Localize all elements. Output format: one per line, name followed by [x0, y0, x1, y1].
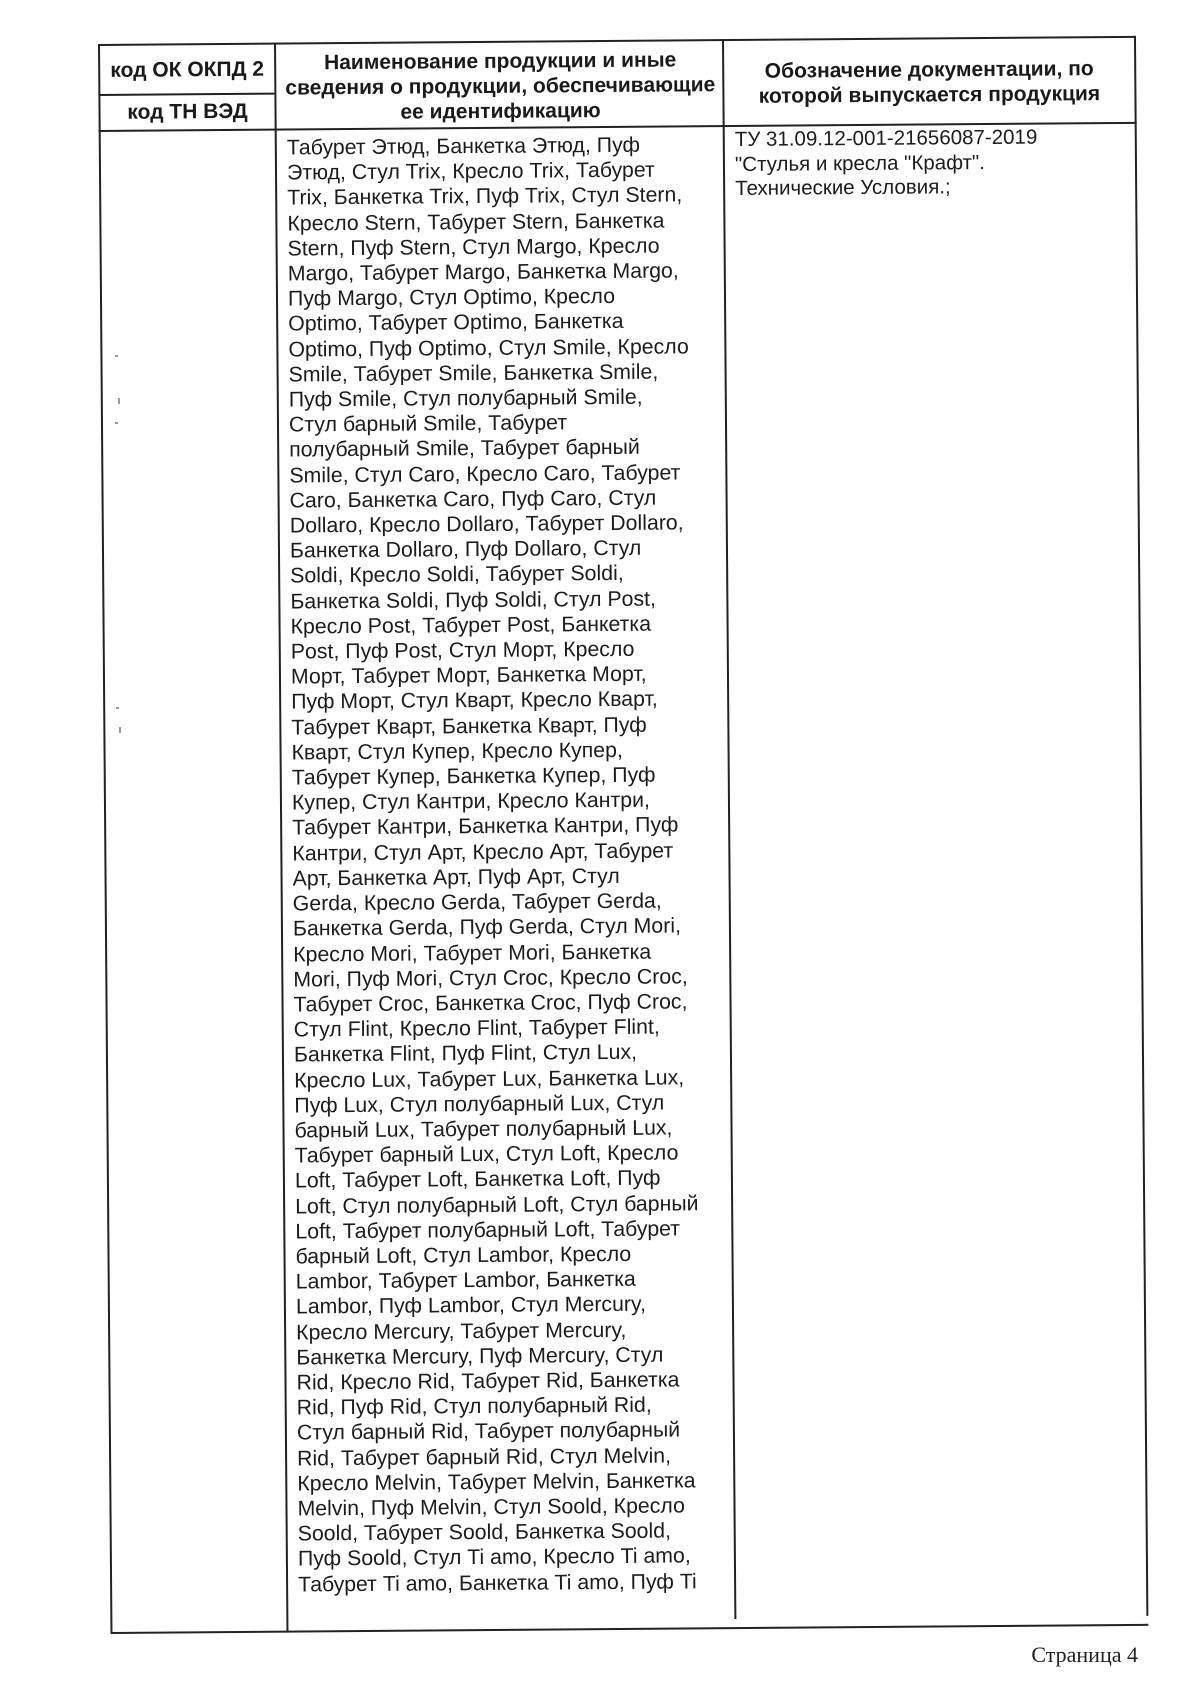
scan-speck [118, 398, 120, 404]
scan-speck [116, 707, 119, 709]
page-number: Страница 4 [1031, 1642, 1138, 1667]
col1-header-divider [98, 93, 274, 96]
documentation-cell: ТУ 31.09.12-001-21656087-2019 "Стулья и кресла "Крафт". Технические Условия.; [734, 125, 1038, 200]
table-bottom-border [110, 1624, 1148, 1634]
product-list-cell: Табурет Этюд, Банкетка Этюд, Пуф Этюд, Стул Trix, Кресло Trix, Табурет Trix, Банкетка Trix, Пуф Trix, Стул Stern, Кресло Stern, Табурет Stern, Банкетка Stern, Пуф Stern, Стул Margo, Кресло Margo, Табурет Margo, Банкетка Margo, Пуф Margo, Стул Optimo, Кресло Optimo, Табурет Optimo, Банкетка Optimo, Пуф Optimo, Стул Smile, Кресло Smile, Табурет Smile, Банкетка Smile, Пуф Smile, Стул полубарный Smile, Стул барный Smile, Табурет полубарный Smile, Табурет барный Smile, Стул Caro, Кресло Caro, Табурет Caro, Банкетка Caro, Пуф Caro, Стул Dollaro, Кресло Dollaro, Табурет Dollaro, Банкетка Dollaro, Пуф Dollaro, Стул Soldi, Кресло Soldi, Табурет Soldi, Банкетка Soldi, Пуф Soldi, Стул Post, Кресло Post, Табурет Post, Банкетка Post, Пуф Post, Стул Морт, Кресло Морт, Табурет Морт, Банкетка Морт, Пуф Морт, Стул Кварт, Кресло Кварт, Табурет Кварт, Банкетка Кварт, Пуф Кварт, Стул Купер, Кресло Купер, Табурет Купер, Банкетка Купер, Пуф Купер, Стул Кантри, Кресло Кантри, Табурет Кантри, Банкетка Кантри, Пуф Кантри, Стул Арт, Кресло Арт, Табурет Арт, Банкетка Арт, Пуф Арт, Стул Gerda, Кресло Gerda, Табурет Gerda, Банкетка Gerda, Пуф Gerda, Стул Mori, Кресло Mori, Табурет Mori, Банкетка Mori, Пуф Mori, Стул Croc, Кресло Croc, Табурет Croc, Банкетка Croc, Пуф Croc, Стул Flint, Кресло Flint, Табурет Flint, Банкетка Flint, Пуф Flint, Стул Lux, Кресло Lux, Табурет Lux, Банкетка Lux, Пуф Lux, Стул полубарный Lux, Стул барный Lux, Табурет полубарный Lux, Табурет барный Lux, Стул Loft, Кресло Loft, Табурет Loft, Банкетка Loft, Пуф Loft, Стул полубарный Loft, Стул барный Loft, Табурет полубарный Loft, Табурет барный Loft, Стул Lambor, Кресло Lambor, Табурет Lambor, Банкетка Lambor, Пуф Lambor, Стул Mercury, Кресло Mercury, Табурет Mercury, Банкетка Mercury, Пуф Mercury, Стул Rid, Кресло Rid, Табурет Rid, Банкетка Rid, Пуф Rid, Стул полубарный Rid, Стул барный Rid, Табурет полубарный Rid, Табурет барный Rid, Стул Melvin, Кресло Melvin, Табурет Melvin, Банкетка Melvin, Пуф Melvin, Стул Soold, Кресло Soold, Табурет Soold, Банкетка Soold, Пуф Soold, Стул Ti amo, Кресло Ti amo, Табурет Ti amo, Банкетка Ti amo, Пуф Ti [286, 132, 699, 1597]
scan-speck [119, 727, 121, 733]
table-right-border [1134, 36, 1148, 1616]
header-tn-ved-code: код ТН ВЭД [127, 99, 248, 124]
table-left-border [98, 44, 112, 1632]
column-divider-1 [274, 43, 288, 1633]
scan-speck [115, 355, 118, 357]
table-top-border [98, 36, 1136, 46]
scan-speck [115, 422, 118, 424]
header-product-name: Наименование продукции и иные сведения о продукции, обеспечивающие ее идентификацию [285, 48, 716, 124]
header-documentation: Обозначение документации, по которой выпускается продукция [758, 57, 1101, 108]
certificate-table [98, 36, 1148, 1632]
header-okpd-code: код ОК ОКПД 2 [110, 57, 265, 82]
